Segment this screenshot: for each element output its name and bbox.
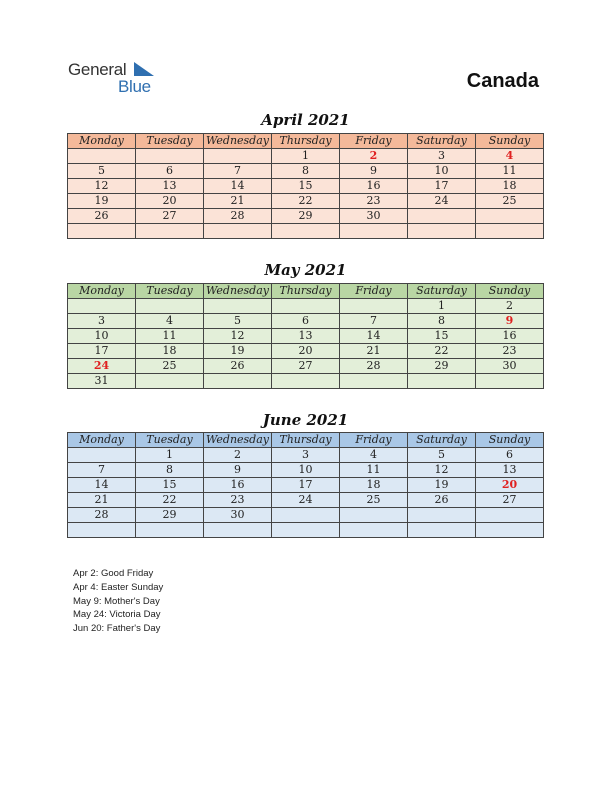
week-row (68, 179, 544, 194)
day-cell: 7 (68, 463, 136, 478)
day-cell: 3 (408, 149, 476, 164)
month-title-may: May 2021 (264, 261, 347, 279)
day-cell: 1 (408, 299, 476, 314)
day-cell: 28 (68, 508, 136, 523)
day-cell: 1 (136, 448, 204, 463)
weekday-header: Monday (68, 134, 136, 149)
day-cell (340, 523, 408, 538)
day-cell: 5 (204, 314, 272, 329)
week-row (68, 224, 544, 239)
weekday-header: Monday (68, 433, 136, 448)
day-cell (204, 299, 272, 314)
weekday-header: Tuesday (136, 433, 204, 448)
day-cell (136, 523, 204, 538)
brand-line2: Blue (118, 77, 151, 96)
day-cell (68, 149, 136, 164)
week-row (68, 314, 544, 329)
day-cell: 30 (476, 359, 544, 374)
day-cell: 15 (136, 478, 204, 493)
holiday-note: Apr 2: Good Friday (73, 568, 154, 579)
day-cell: 5 (408, 448, 476, 463)
day-cell: 22 (272, 194, 340, 209)
day-cell: 23 (476, 344, 544, 359)
week-row (68, 209, 544, 224)
brand-logo (68, 60, 178, 96)
day-cell (272, 224, 340, 239)
day-cell (204, 149, 272, 164)
day-cell: 30 (340, 209, 408, 224)
day-cell: 16 (476, 329, 544, 344)
day-cell (272, 374, 340, 389)
day-cell: 4 (340, 448, 408, 463)
week-row (68, 523, 544, 538)
weekday-header: Thursday (272, 284, 340, 299)
day-cell: 16 (340, 179, 408, 194)
day-cell: 9 (476, 314, 544, 329)
weekday-header: Saturday (408, 433, 476, 448)
day-cell: 2 (340, 149, 408, 164)
country-title: Canada (466, 70, 539, 92)
weekday-header: Friday (340, 134, 408, 149)
day-cell (476, 523, 544, 538)
day-cell: 16 (204, 478, 272, 493)
day-cell: 21 (340, 344, 408, 359)
week-row (68, 194, 544, 209)
weekday-header: Friday (340, 433, 408, 448)
day-cell: 19 (204, 344, 272, 359)
weekday-header-row (68, 433, 544, 448)
weekday-header: Tuesday (136, 134, 204, 149)
calendar-june (67, 432, 544, 538)
day-cell (340, 299, 408, 314)
week-row (68, 508, 544, 523)
day-cell (204, 224, 272, 239)
day-cell (476, 508, 544, 523)
weekday-header: Wednesday (204, 284, 272, 299)
month-title-june: June 2021 (262, 411, 349, 429)
week-row (68, 344, 544, 359)
day-cell: 25 (476, 194, 544, 209)
day-cell (68, 224, 136, 239)
day-cell: 6 (476, 448, 544, 463)
day-cell: 13 (136, 179, 204, 194)
day-cell: 17 (272, 478, 340, 493)
day-cell (136, 374, 204, 389)
day-cell (136, 149, 204, 164)
day-cell: 15 (272, 179, 340, 194)
week-row (68, 448, 544, 463)
day-cell: 1 (272, 149, 340, 164)
day-cell: 19 (68, 194, 136, 209)
weekday-header: Wednesday (204, 433, 272, 448)
weekday-header: Sunday (476, 284, 544, 299)
day-cell: 6 (272, 314, 340, 329)
day-cell: 23 (204, 493, 272, 508)
day-cell (408, 209, 476, 224)
day-cell: 8 (136, 463, 204, 478)
day-cell (340, 374, 408, 389)
day-cell: 26 (68, 209, 136, 224)
day-cell: 19 (408, 478, 476, 493)
day-cell (476, 224, 544, 239)
day-cell: 7 (340, 314, 408, 329)
day-cell: 11 (136, 329, 204, 344)
day-cell: 4 (476, 149, 544, 164)
day-cell (340, 508, 408, 523)
day-cell: 9 (340, 164, 408, 179)
week-row (68, 359, 544, 374)
day-cell (476, 209, 544, 224)
day-cell: 14 (68, 478, 136, 493)
day-cell: 6 (136, 164, 204, 179)
day-cell: 25 (136, 359, 204, 374)
day-cell: 29 (136, 508, 204, 523)
day-cell (204, 523, 272, 538)
weekday-header: Friday (340, 284, 408, 299)
day-cell (408, 508, 476, 523)
day-cell: 30 (204, 508, 272, 523)
week-row (68, 299, 544, 314)
day-cell: 13 (476, 463, 544, 478)
day-cell: 2 (204, 448, 272, 463)
day-cell: 5 (68, 164, 136, 179)
weekday-header: Saturday (408, 284, 476, 299)
day-cell: 27 (136, 209, 204, 224)
day-cell (68, 448, 136, 463)
weekday-header: Thursday (272, 134, 340, 149)
day-cell (272, 508, 340, 523)
holiday-note: Apr 4: Easter Sunday (73, 581, 164, 593)
week-row (68, 493, 544, 508)
day-cell: 23 (340, 194, 408, 209)
day-cell: 26 (204, 359, 272, 374)
weekday-header-row (68, 134, 544, 149)
day-cell: 27 (272, 359, 340, 374)
day-cell: 3 (68, 314, 136, 329)
day-cell: 2 (476, 299, 544, 314)
day-cell: 12 (204, 329, 272, 344)
day-cell: 27 (476, 493, 544, 508)
weekday-header: Tuesday (136, 284, 204, 299)
day-cell (136, 224, 204, 239)
holiday-notes (73, 567, 163, 636)
day-cell: 12 (408, 463, 476, 478)
day-cell: 20 (136, 194, 204, 209)
week-row (68, 329, 544, 344)
weekday-header-row (68, 284, 544, 299)
day-cell: 10 (272, 463, 340, 478)
day-cell (272, 523, 340, 538)
day-cell: 18 (136, 344, 204, 359)
day-cell (408, 224, 476, 239)
day-cell (408, 523, 476, 538)
weekday-header: Monday (68, 284, 136, 299)
brand-line1: General (68, 60, 127, 79)
day-cell (204, 374, 272, 389)
day-cell: 11 (340, 463, 408, 478)
day-cell: 9 (204, 463, 272, 478)
day-cell: 21 (204, 194, 272, 209)
calendar-april (67, 133, 544, 239)
week-row (68, 374, 544, 389)
day-cell: 20 (272, 344, 340, 359)
day-cell: 3 (272, 448, 340, 463)
day-cell: 24 (408, 194, 476, 209)
calendar-may (67, 283, 544, 389)
day-cell: 10 (408, 164, 476, 179)
day-cell (476, 374, 544, 389)
day-cell: 18 (340, 478, 408, 493)
day-cell: 17 (408, 179, 476, 194)
day-cell: 12 (68, 179, 136, 194)
holiday-note: May 9: Mother's Day (73, 595, 160, 607)
week-row (68, 164, 544, 179)
day-cell (408, 374, 476, 389)
week-row (68, 463, 544, 478)
day-cell: 31 (68, 374, 136, 389)
day-cell: 28 (204, 209, 272, 224)
holiday-note: Jun 20: Father's Day (73, 623, 161, 635)
day-cell: 18 (476, 179, 544, 194)
day-cell: 24 (272, 493, 340, 508)
day-cell: 22 (136, 493, 204, 508)
holiday-note: May 24: Victoria Day (73, 609, 161, 621)
weekday-header: Saturday (408, 134, 476, 149)
day-cell (272, 299, 340, 314)
day-cell: 22 (408, 344, 476, 359)
day-cell: 29 (272, 209, 340, 224)
day-cell (68, 299, 136, 314)
day-cell: 7 (204, 164, 272, 179)
weekday-header: Sunday (476, 134, 544, 149)
weekday-header: Thursday (272, 433, 340, 448)
day-cell: 13 (272, 329, 340, 344)
week-row (68, 149, 544, 164)
day-cell: 4 (136, 314, 204, 329)
day-cell: 29 (408, 359, 476, 374)
day-cell: 14 (340, 329, 408, 344)
day-cell (340, 224, 408, 239)
day-cell: 8 (408, 314, 476, 329)
day-cell: 26 (408, 493, 476, 508)
day-cell: 28 (340, 359, 408, 374)
day-cell (136, 299, 204, 314)
day-cell: 24 (68, 359, 136, 374)
logo-triangle-icon (134, 62, 154, 76)
day-cell: 15 (408, 329, 476, 344)
day-cell (68, 523, 136, 538)
day-cell: 21 (68, 493, 136, 508)
day-cell: 8 (272, 164, 340, 179)
month-title-april: April 2021 (261, 111, 350, 129)
day-cell: 11 (476, 164, 544, 179)
weekday-header: Sunday (476, 433, 544, 448)
day-cell: 17 (68, 344, 136, 359)
day-cell: 10 (68, 329, 136, 344)
day-cell: 14 (204, 179, 272, 194)
week-row (68, 478, 544, 493)
day-cell: 20 (476, 478, 544, 493)
weekday-header: Wednesday (204, 134, 272, 149)
day-cell: 25 (340, 493, 408, 508)
